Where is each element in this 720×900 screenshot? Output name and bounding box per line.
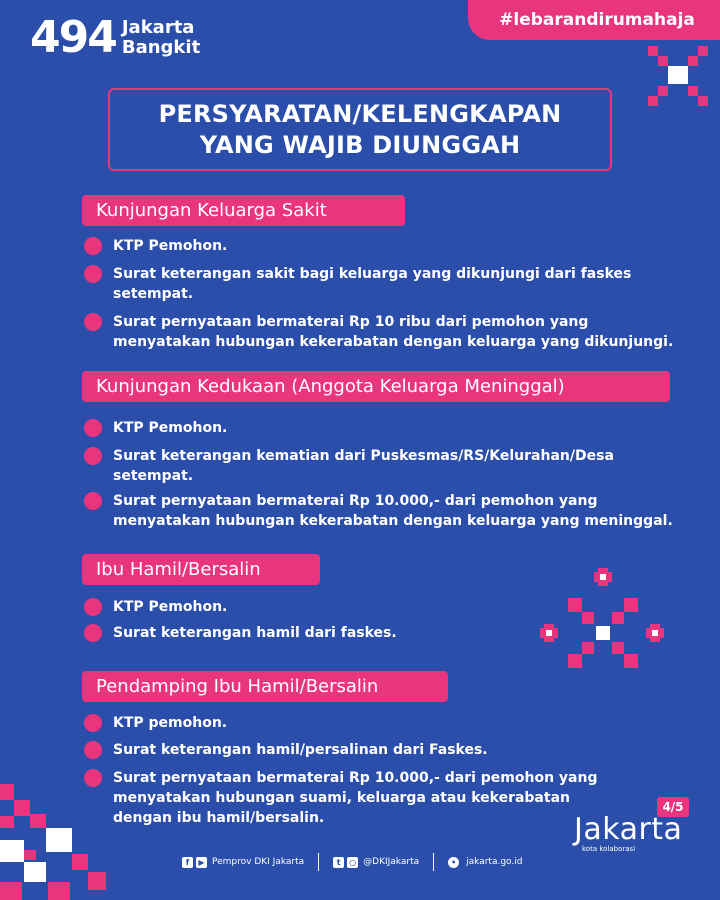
list-item [84, 446, 684, 486]
page-indicator: 4/5 [657, 797, 689, 817]
pixel-ornament-top-right [648, 46, 718, 110]
list-item-text: Surat keterangan hamil dari faskes. [113, 625, 397, 641]
globe-icon: • [448, 857, 459, 868]
title-line-2: YANG WAJIB DIUNGGAH [199, 130, 521, 159]
twitter-icon: t [333, 857, 344, 868]
list-item-text: Surat keterangan hamil/persalinan dari Faskes. [113, 742, 488, 758]
logo-number: 494 [30, 12, 116, 63]
footer-facebook-youtube [182, 857, 304, 868]
footer-social [182, 853, 522, 871]
list-item [84, 491, 684, 531]
section-heading-keluarga-sakit: Kunjungan Keluarga Sakit [82, 195, 405, 226]
bullet-icon [84, 492, 102, 510]
footer-website [448, 857, 522, 868]
footer-divider [318, 853, 319, 871]
bullet-icon [84, 598, 102, 616]
logo-text-line2: Bangkit [121, 37, 201, 58]
footer-twitter-instagram [333, 857, 419, 868]
bullet-icon [84, 741, 102, 759]
instagram-icon: ○ [347, 857, 358, 868]
list-item [84, 418, 684, 438]
list-item [84, 312, 684, 352]
bullet-icon [84, 624, 102, 642]
footer-twitter-text: @DKIJakarta [363, 857, 420, 867]
brand-name: Jakarta [574, 812, 683, 847]
pixel-ornament-bottom-left [0, 784, 120, 900]
logo-text [122, 18, 200, 58]
jakarta-brand-logo [574, 812, 682, 853]
list-item [84, 740, 684, 760]
logo-text-line1: Jakarta [121, 17, 195, 38]
title-box [108, 88, 612, 171]
footer-facebook-text: Pemprov DKI Jakarta [212, 857, 305, 867]
jakarta-bangkit-logo [30, 12, 201, 63]
list-item-text: Surat keterangan kematian dari Puskesmas/RS/Kelurahan/Desa setempat. [113, 448, 614, 484]
facebook-icon: f [182, 857, 193, 868]
footer-website-text: jakarta.go.id [466, 857, 523, 867]
list-item-text: Surat keterangan sakit bagi keluarga yang dikunjungi dari faskes setempat. [113, 266, 632, 302]
list-item-text: KTP Pemohon. [113, 599, 228, 615]
list-item [84, 236, 684, 256]
list-item [84, 768, 624, 828]
bullet-icon [84, 447, 102, 465]
pixel-ornament-middle-right [538, 568, 668, 680]
section-heading-kedukaan: Kunjungan Kedukaan (Anggota Keluarga Meninggal) [82, 371, 670, 402]
bullet-icon [84, 714, 102, 732]
list-item [84, 264, 684, 304]
footer-divider [433, 853, 434, 871]
list-item [84, 597, 524, 617]
list-item-text: Surat pernyataan bermaterai Rp 10 ribu dari pemohon yang menyatakan hubungan kekerabatan dengan keluarga yang dikunjungi. [113, 314, 674, 350]
youtube-icon: ▶ [196, 857, 207, 868]
list-item-text: KTP Pemohon. [113, 238, 228, 254]
list-item-text: Surat pernyataan bermaterai Rp 10.000,- dari pemohon yang menyatakan hubungan kekerabatan dengan keluarga yang meninggal. [113, 493, 673, 529]
bullet-icon [84, 419, 102, 437]
list-item-text: Surat pernyataan bermaterai Rp 10.000,- dari pemohon yang menyatakan hubungan suami, keluarga atau kekerabatan dengan ibu hamil/bersalin. [113, 770, 598, 826]
bullet-icon [84, 237, 102, 255]
list-item [84, 623, 524, 643]
bullet-icon [84, 313, 102, 331]
section-heading-pendamping: Pendamping Ibu Hamil/Bersalin [82, 671, 448, 702]
list-item [84, 713, 684, 733]
list-item-text: KTP Pemohon. [113, 420, 228, 436]
list-item-text: KTP pemohon. [113, 715, 228, 731]
section-heading-ibu-hamil: Ibu Hamil/Bersalin [82, 554, 320, 585]
hashtag-badge: #lebarandirumahaja [468, 0, 720, 40]
brand-tagline: kota kolaborasi [582, 845, 636, 853]
title-line-1: PERSYARATAN/KELENGKAPAN [158, 99, 562, 128]
bullet-icon [84, 265, 102, 283]
